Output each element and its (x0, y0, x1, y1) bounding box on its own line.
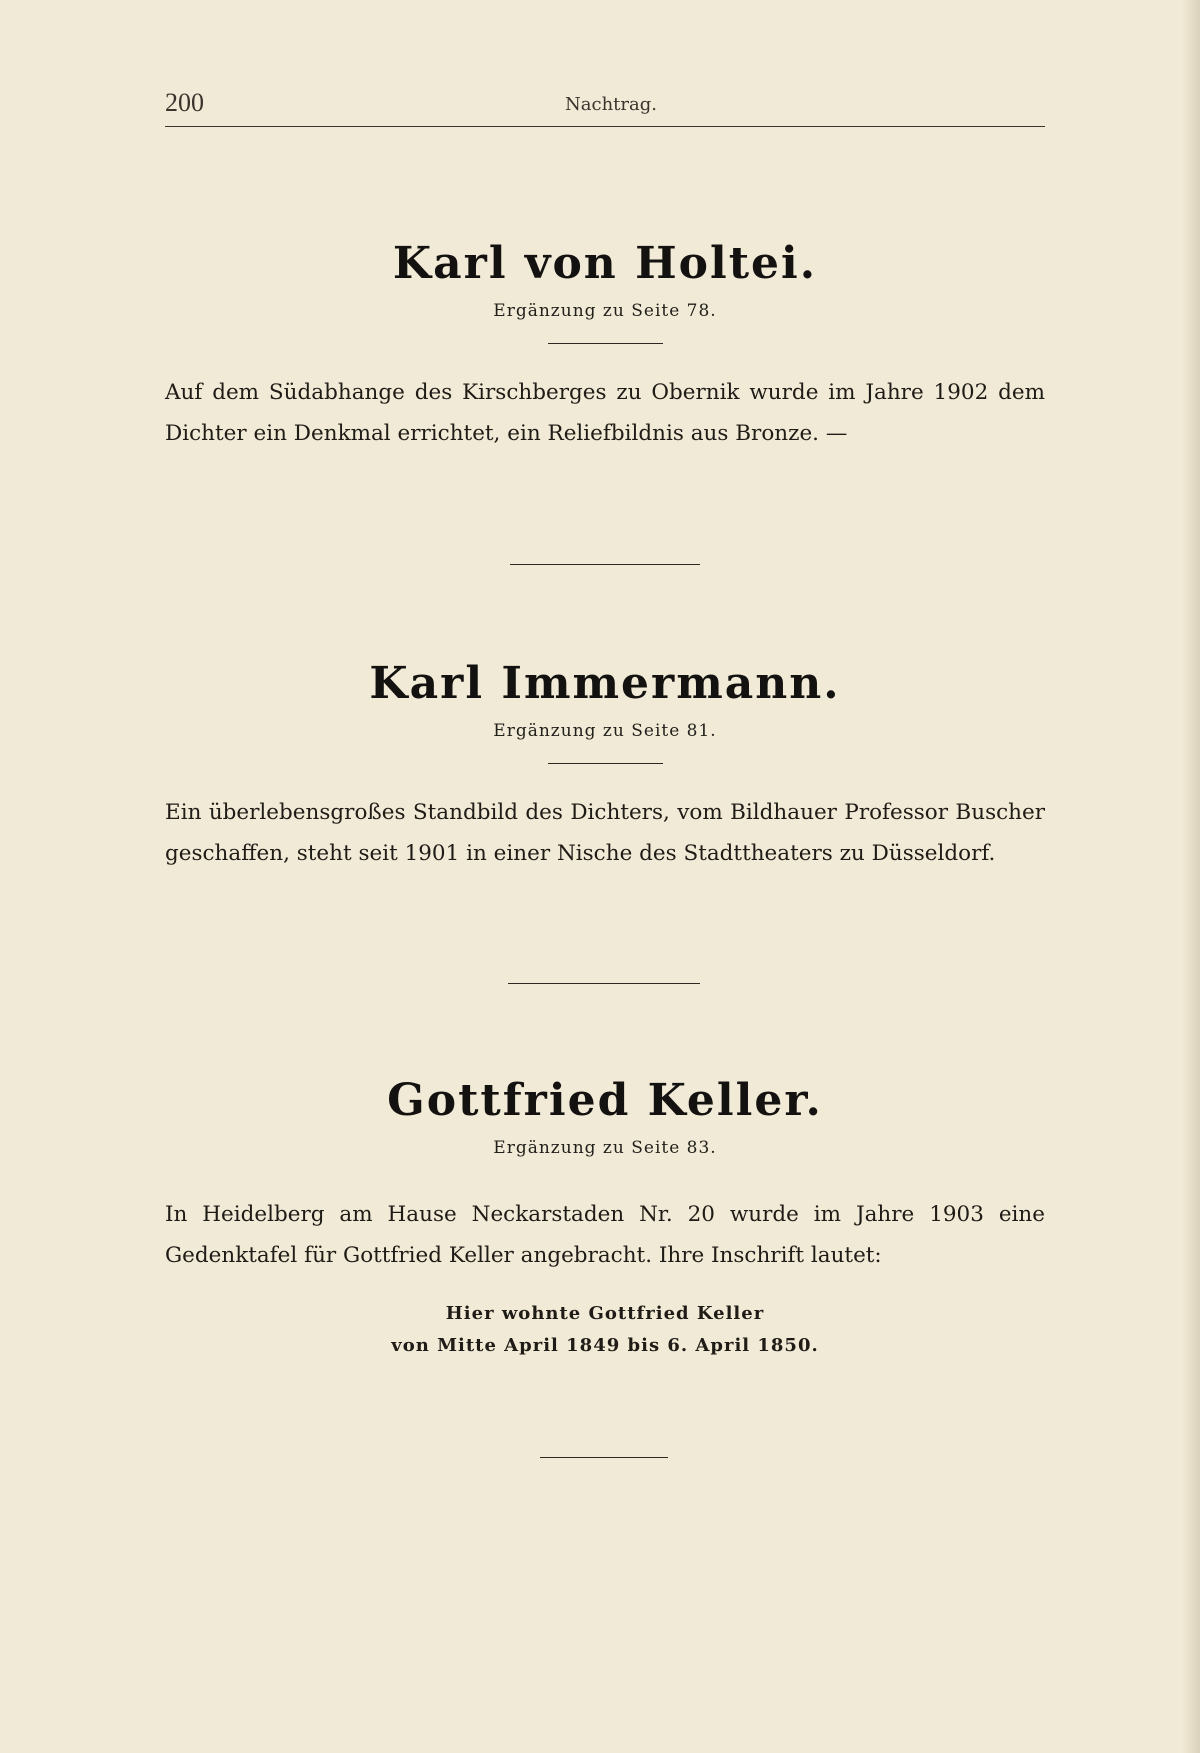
inscription-line: von Mitte April 1849 bis 6. April 1850. (391, 1334, 819, 1356)
section-immermann (165, 658, 1045, 896)
page-header (165, 88, 1045, 128)
section-holtei (165, 238, 1045, 476)
section-subtitle: Ergänzung zu Seite 83. (493, 1138, 717, 1158)
inscription-line: Hier wohnte Gottfried Keller (445, 1302, 765, 1324)
header-rule (165, 126, 1045, 127)
section-title: Karl von Holtei. (392, 238, 818, 289)
section-keller (165, 1075, 1045, 1362)
section-divider (540, 1457, 668, 1458)
section-subtitle: Ergänzung zu Seite 81. (493, 721, 717, 741)
section-paragraph: Auf dem Südabhange des Kirschberges zu Obernik wurde im Jahre 1902 dem Dichter ein Denkmal errichtet, ein Reliefbildnis aus Bronze. — (165, 380, 1045, 446)
section-divider (510, 564, 700, 565)
page-number: 200 (165, 88, 204, 117)
section-divider (508, 983, 700, 984)
section-title: Gottfried Keller. (387, 1075, 823, 1126)
section-subtitle: Ergänzung zu Seite 78. (493, 301, 717, 321)
section-paragraph: Ein überlebensgroßes Standbild des Dichters, vom Bildhauer Professor Buscher geschaffen, steht seit 1901 in einer Nische des Stadttheaters zu Düsseldorf. (165, 800, 1045, 866)
section-paragraph: In Heidelberg am Hause Neckarstaden Nr. 20 wurde im Jahre 1903 eine Gedenktafel für Gottfried Keller angebracht. Ihre Inschrift lautet: (165, 1202, 1045, 1268)
short-rule (548, 343, 663, 344)
short-rule (548, 763, 663, 764)
inscription (165, 1298, 1045, 1362)
running-head: Nachtrag. (565, 94, 657, 115)
section-title: Karl Immermann. (369, 658, 841, 709)
page-edge-shadow (1182, 0, 1200, 1753)
